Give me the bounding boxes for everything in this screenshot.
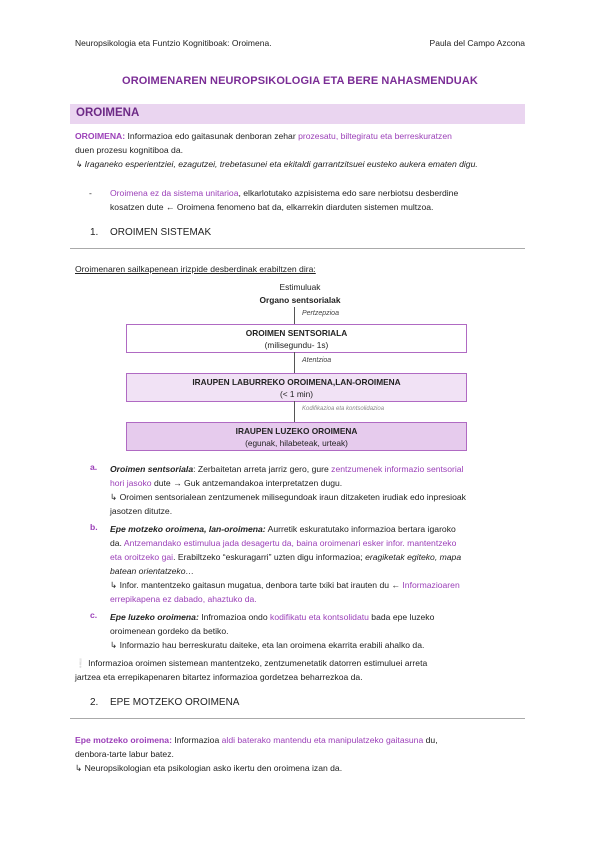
item-b-example: eragiketak egiteko, mapa <box>365 552 462 562</box>
item-b-highlight2: eta oroitzeko gai <box>110 552 174 562</box>
item-c-highlight: kodifikatu eta kontsolidatu <box>270 612 369 622</box>
bullet-text: , elkarlotutako azpisistema edo sare nerbiotsu desberdine <box>238 188 459 198</box>
item-a-line2 <box>110 476 530 491</box>
diagram-arrow-1 <box>294 307 295 324</box>
definition-paragraph <box>75 129 527 144</box>
list-letter-b: b. <box>90 522 98 532</box>
box-longterm-title: IRAUPEN LUZEKO OROIMENA <box>235 426 358 436</box>
section-number-1: 1. <box>90 227 99 238</box>
item-c-term: Epe luzeko oroimena: <box>110 612 199 622</box>
classification-intro: Oroimenaren sailkapenean irizpide desberdinak erabiltzen dira: <box>75 264 316 274</box>
stm-text: Informazioa <box>171 735 222 745</box>
item-a-term: Oroimen sentsoriala <box>110 464 194 474</box>
item-b-line3 <box>110 550 530 565</box>
list-letter-c: c. <box>90 610 98 620</box>
stm-term: Epe motzeko oroimena: <box>75 735 172 745</box>
diagram-box-sensory-memory <box>126 324 467 353</box>
item-a-line1 <box>110 462 530 477</box>
item-b-text2: da. <box>110 538 124 548</box>
box-longterm-sub: (egunak, hilabeteak, urteak) <box>245 438 348 448</box>
item-b-text3: . Erabiltzeko “eskuragarri” uzten digu informazioa; <box>173 552 366 562</box>
diagram-sense-organs: Organo sentsorialak <box>259 295 341 305</box>
item-b-highlight3: Informazioaren <box>402 580 460 590</box>
section-heading-oroimen-sistemak: OROIMEN SISTEMAK <box>110 227 212 238</box>
diagram-box-working-memory <box>126 373 467 402</box>
item-a-line4: jasotzen ditutze. <box>110 506 173 516</box>
stm-definition-line2: denbora-tarte labur batez. <box>75 749 174 759</box>
bullet-highlight: Oroimena ez da sistema unitarioa <box>110 188 239 198</box>
item-a-text2: dute → Guk antzemandakoa interpretatzen dugu. <box>151 478 343 488</box>
box-working-sub: (< 1 min) <box>280 389 313 399</box>
header-course: Neuropsikologia eta Funtzio Kognitiboak: Oroimena. <box>75 38 272 48</box>
definition-note: ↳ Iraganeko esperientziei, ezagutzei, trebetasunei eta ekitaldi garrantzitsuei eusteko aukera ematen digu. <box>75 159 478 169</box>
item-b-line1 <box>110 522 530 537</box>
item-a-text: : Zerbaitetan arreta jarriz gero, gure <box>193 464 332 474</box>
item-c-text: Infromazioa ondo <box>198 612 271 622</box>
section-rule-2 <box>70 718 525 719</box>
stm-text2: du, <box>423 735 438 745</box>
box-sensory-sub: (milisegundu- 1s) <box>264 340 329 350</box>
diagram-stimuli: Estimuluak <box>279 282 321 292</box>
bullet-dash: - <box>89 188 92 198</box>
list-letter-a: a. <box>90 462 98 472</box>
stm-note: ↳ Neuropsikologian eta psikologian asko ikertu den oroimena izan da. <box>75 763 343 773</box>
item-c-line2: oroimenean gordeko da betiko. <box>110 626 229 636</box>
definition-term: OROIMENA: <box>75 131 126 141</box>
warning-line2: jartzea eta errepikapenaren bitartez informazioa gordetzea beharrezkoa da. <box>75 672 363 682</box>
warning-line1: ❕ Informazioa oroimen sistemean mantentzeko, zentzumenetatik datorren estimuluei arreta <box>75 658 428 668</box>
item-b-line6: errepikapena ez dabado, ahaztuko da. <box>110 594 257 604</box>
section-number-2: 2. <box>90 697 99 708</box>
item-c-line1 <box>110 610 530 625</box>
box-sensory-title: OROIMEN SENTSORIALA <box>245 328 348 338</box>
box-working-title: IRAUPEN LABURREKO OROIMENA,LAN-OROIMENA <box>192 377 401 387</box>
section-heading-oroimena <box>70 104 525 124</box>
bullet-line2: kosatzen dute ← Oroimena fenomeno bat da, elkarrekin diarduten sistemen multzoa. <box>110 202 434 212</box>
definition-text: Informazioa edo gaitasunak denboran zehar <box>125 131 299 141</box>
item-c-line3: ↳ Informazio hau berreskuratu daiteke, eta lan oroimena ekarrita erabili ahalko da. <box>110 640 425 650</box>
diagram-arrow-2 <box>294 352 295 373</box>
item-b-line2 <box>110 536 530 551</box>
item-b-line5 <box>110 578 530 593</box>
item-b-text5: ↳ Infor. mantentzeko gaitasun mugatua, denbora tarte txiki bat irauten du ← <box>110 580 403 590</box>
diagram-box-long-term-memory <box>126 422 467 451</box>
stm-highlight: aldi baterako mantendu eta manipulatzeko gaitasuna <box>221 735 424 745</box>
item-a-highlight2: hori jasoko <box>110 478 152 488</box>
item-b-term: Epe motzeko oroimena, lan-oroimena: <box>110 524 266 534</box>
section-heading-label: OROIMENA <box>76 107 140 119</box>
item-b-line4: batean orientatzeko… <box>110 566 195 576</box>
definition-line2: duen prozesu kognitiboa da. <box>75 145 183 155</box>
item-b-highlight: Antzemandako estimulua jada desagertu da, baina oroimenari esker infor. mantentzeko <box>123 538 457 548</box>
section-heading-epe-motzeko: EPE MOTZEKO OROIMENA <box>110 697 240 708</box>
section-rule-1 <box>70 248 525 249</box>
diagram-arrow-3 <box>294 401 295 422</box>
definition-highlight: prozesatu, biltegiratu eta berreskuratzen <box>298 131 452 141</box>
item-b-text: Aurretik eskuratutako informazioa bertara igaroko <box>265 524 456 534</box>
diagram-label-attention: Atentzioa <box>302 357 332 364</box>
diagram-label-perception: Pertzepzioa <box>302 310 339 317</box>
item-a-highlight: zentzumenek informazio sentsorial <box>331 464 464 474</box>
item-a-line3: ↳ Oroimen sentsorialean zentzumenek milisegundoak iraun ditzaketen irudiak edo inpresioak <box>110 492 466 502</box>
document-title: OROIMENAREN NEUROPSIKOLOGIA ETA BERE NAHASMENDUAK <box>122 75 478 87</box>
item-c-text2: bada epe luzeko <box>368 612 435 622</box>
stm-definition-line1 <box>75 733 527 748</box>
header-author: Paula del Campo Azcona <box>429 38 525 48</box>
bullet-line1 <box>110 186 530 201</box>
diagram-label-encoding: Kodifikazioa eta kontsolidazioa <box>302 406 385 412</box>
